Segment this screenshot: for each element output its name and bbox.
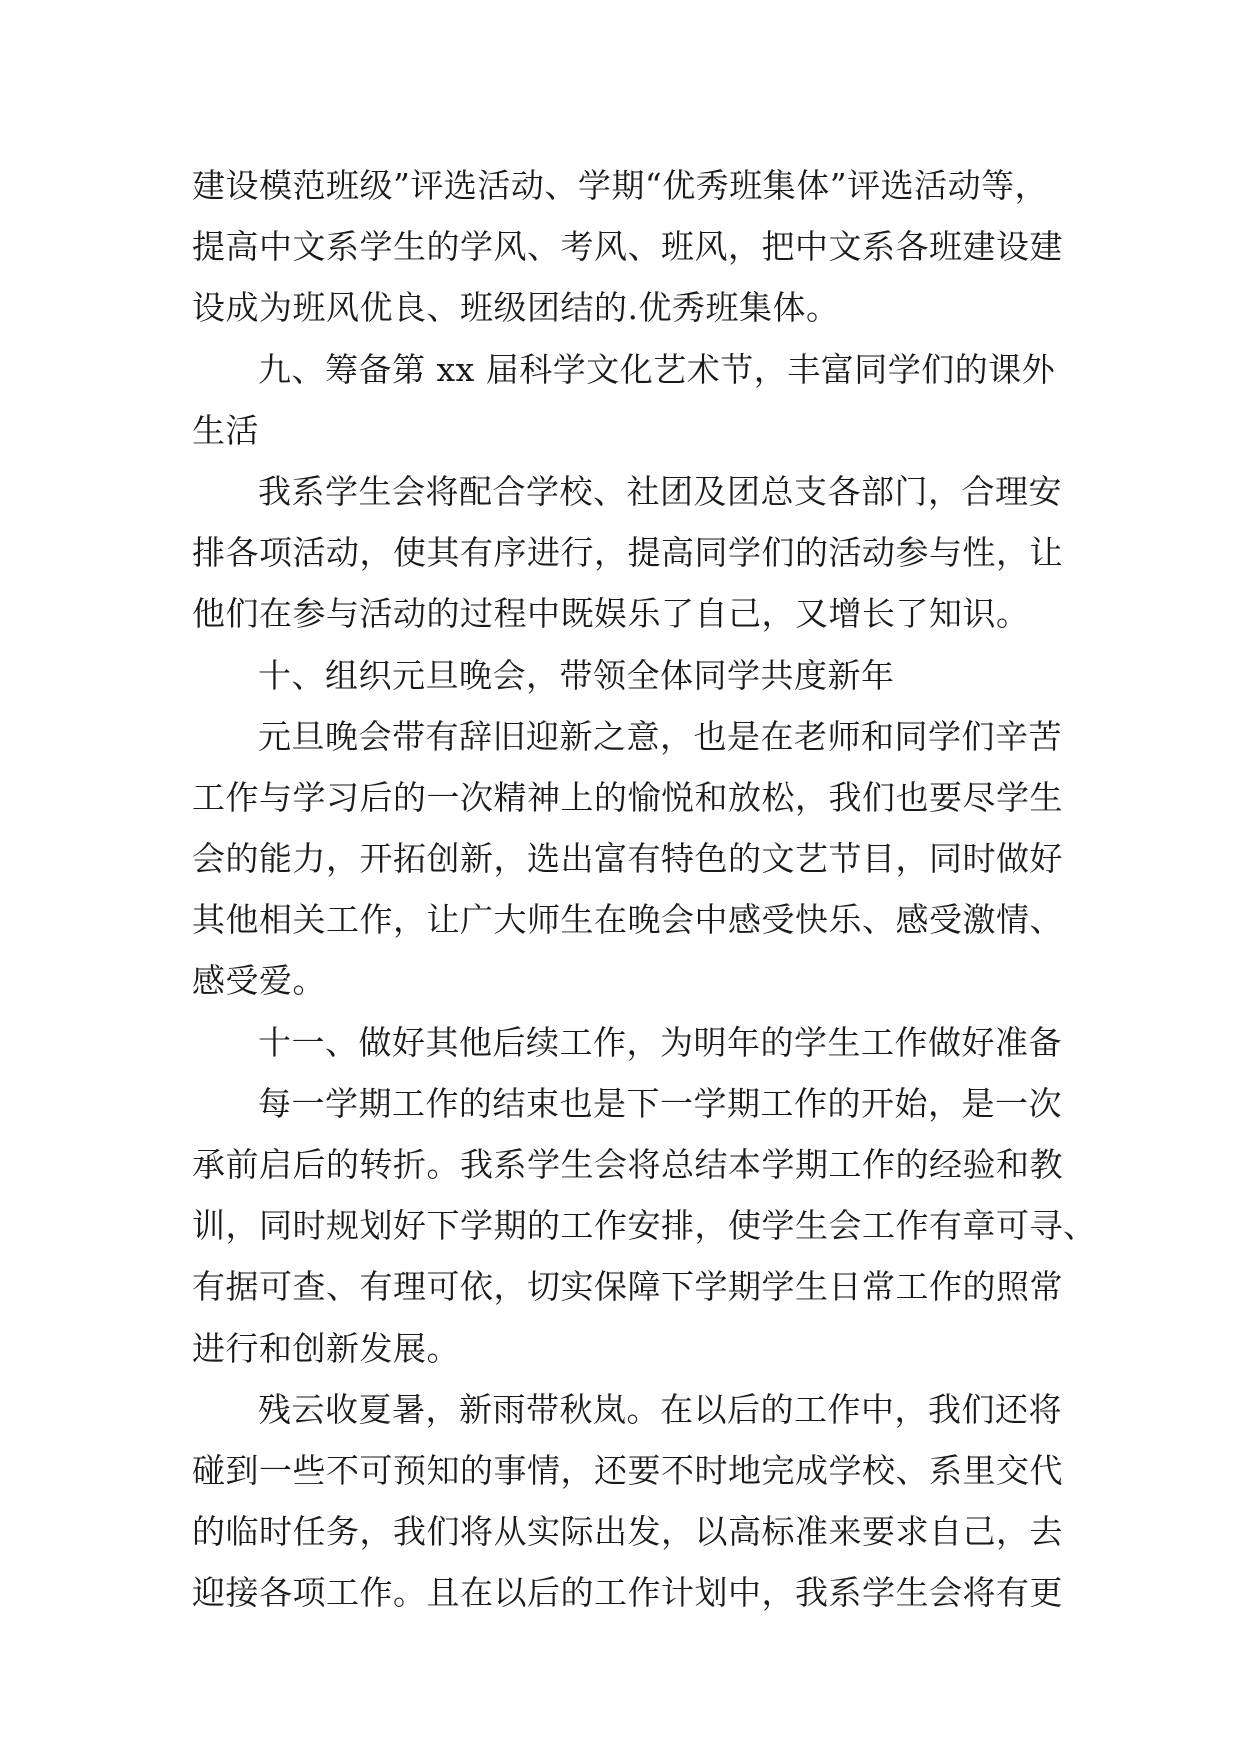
paragraph-start: 元旦晚会带有辞旧迎新之意，也是在老师和同学们辛苦	[258, 716, 1062, 756]
text-line: 他们在参与活动的过程中既娱乐了自己，又增长了知识。	[192, 594, 1030, 634]
text-line: 进行和创新发展。	[192, 1328, 460, 1368]
text-line: 提高中文系学生的学风、考风、班风，把中文系各班建设建	[192, 227, 1063, 267]
text-line: 工作与学习后的一次精神上的愉悦和放松，我们也要尽学生	[192, 777, 1063, 817]
paragraph-start: 残云收夏暑，新雨带秋岚。在以后的工作中，我们还将	[258, 1389, 1062, 1429]
text-line: 其他相关工作，让广大师生在晚会中感受快乐、感受激情、	[192, 900, 1063, 940]
text-line: 会的能力，开拓创新，选出富有特色的文艺节目，同时做好	[192, 839, 1063, 879]
text-line: 迎接各项工作。且在以后的工作计划中，我系学生会将有更	[192, 1573, 1063, 1613]
text-line: 的临时任务，我们将从实际出发，以高标准来要求自己，去	[192, 1512, 1063, 1552]
section-heading-11: 十一、做好其他后续工作，为明年的学生工作做好准备	[258, 1022, 1062, 1062]
text-line: 设成为班风优良、班级团结的.优秀班集体。	[192, 288, 840, 328]
text-line: 碰到一些不可预知的事情，还要不时地完成学校、系里交代	[192, 1450, 1063, 1490]
section-heading-9-continued: 生活	[192, 410, 259, 450]
text-line: 承前启后的转折。我系学生会将总结本学期工作的经验和教	[192, 1145, 1063, 1184]
text-line: 训，同时规划好下学期的工作安排，使学生会工作有章可寻、	[192, 1206, 1097, 1246]
text-line: 排各项活动，使其有序进行，提高同学们的活动参与性，让	[192, 533, 1063, 573]
text-line: 感受爱。	[192, 961, 326, 1001]
section-heading-10: 十、组织元旦晚会，带领全体同学共度新年	[258, 655, 895, 695]
text-line: 有据可查、有理可依，切实保障下学期学生日常工作的照常	[192, 1267, 1063, 1307]
document-body	[192, 155, 1097, 1624]
text-line: 建设模范班级”评选活动、学期“优秀班集体”评选活动等，	[192, 166, 1049, 205]
paragraph-start: 每一学期工作的结束也是下一学期工作的开始，是一次	[258, 1083, 1062, 1123]
paragraph-start: 我系学生会将配合学校、社团及团总支各部门，合理安	[258, 471, 1062, 511]
section-heading-9: 九、筹备第 xx 届科学文化艺术节，丰富同学们的课外	[258, 349, 1056, 389]
